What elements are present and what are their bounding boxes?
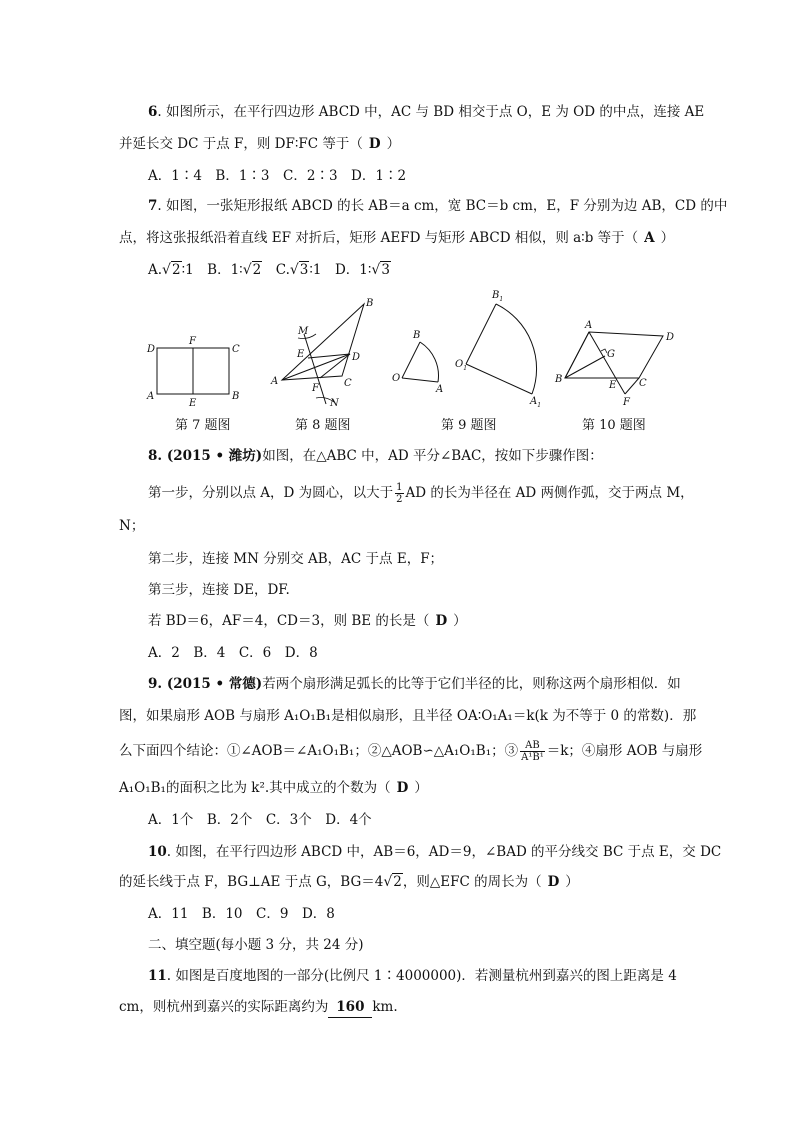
q10-line1 — [148, 842, 721, 862]
q10-stem-2-mid: ，则△EFC 的周长为（ — [402, 874, 542, 890]
fig9-o1-letter: O — [455, 359, 464, 370]
q8-options: A．2 B．4 C．6 D．8 — [148, 645, 318, 661]
q10-stem-1: . 如图，在平行四边形 ABCD 中，AB＝6，AD＝9，∠BAD 的平分线交 BC 于点 E，交 DC — [166, 844, 722, 860]
q10-radicand: 2 — [393, 874, 402, 890]
sqrt-sign: √2 — [162, 262, 181, 278]
fig7-label-a: A — [147, 391, 155, 402]
q8-fraction-den: 2 — [396, 494, 403, 505]
fig10-label-e: E — [609, 380, 617, 391]
q8-fraction — [395, 482, 403, 505]
q9-line1: 9. (2015 • 常德)若两个扇形满足弧长的比等于它们半径的比，则称这两个扇形相似．如 — [148, 676, 681, 692]
q7-opt-c: C. — [262, 262, 290, 278]
q7-opt-a-radicand: 2 — [171, 262, 181, 278]
fig10-label-b: B — [555, 374, 563, 385]
q7-answer: A — [644, 230, 655, 246]
q6-options: A．1∶4 B．1∶3 C．2∶3 D．1∶2 — [148, 168, 407, 184]
q8-source: (2015 • 潍坊) — [166, 448, 263, 464]
fig9-label-b: B — [413, 330, 421, 341]
q8-fraction-num: 1 — [396, 482, 403, 493]
q8-step3: 第三步，连接 DE，DF. — [148, 582, 290, 598]
fig9-label-a: A — [436, 384, 444, 395]
q6-line2 — [119, 134, 400, 154]
figure-10-caption: 第 10 题图 — [582, 418, 646, 433]
q8-stem-1: 如图，在△ABC 中，AD 平分∠BAC，按如下步骤作图： — [262, 448, 603, 464]
fig8-label-d: D — [352, 352, 361, 363]
fig8-label-f: F — [312, 383, 319, 394]
fig8-label-b: B — [366, 298, 374, 309]
q9-stem-1: 若两个扇形满足弧长的比等于它们半径的比，则称这两个扇形相似．如 — [262, 676, 681, 692]
q8-step1-cont: N； — [119, 518, 145, 534]
sqrt-sign: √2 — [383, 874, 402, 890]
q9-stem-3: 么下面四个结论：①∠AOB＝∠A₁O₁B₁；②△AOB∽△A₁O₁B₁；③ — [119, 743, 519, 759]
fig9-a1-sub: 1 — [537, 402, 542, 409]
fig7-label-c: C — [232, 344, 240, 355]
q9-line3 — [119, 740, 702, 763]
q7-stem-2: 点，将这张报纸沿着直线 EF 对折后，矩形 AEFD 与矩形 ABCD 相似，则 a∶b 等于（ — [119, 230, 639, 246]
q8-step1-post: AD 的长为半径在 AD 两侧作弧，交于两点 M， — [405, 485, 694, 501]
q9-line4 — [119, 778, 428, 798]
q6-stem-2: 并延长交 DC 于点 F，则 DF∶FC 等于（ — [119, 136, 363, 152]
q8-condition-end: ） — [453, 613, 467, 629]
fig10-label-d: D — [666, 332, 675, 343]
q7-line2 — [119, 228, 674, 248]
figure-8-drawing — [268, 298, 378, 408]
fig8-label-n: N — [330, 398, 339, 409]
q8-step1 — [148, 482, 694, 505]
fig9-b1-sub: 1 — [499, 296, 504, 303]
q6-answer: D — [368, 136, 381, 152]
fig8-label-m: M — [298, 326, 309, 337]
sqrt-sign: √3 — [371, 262, 390, 278]
q6-line1 — [148, 102, 704, 122]
q11-number: 11 — [148, 968, 167, 984]
q6-number: 6 — [148, 104, 158, 120]
q9-line2: 图，如果扇形 AOB 与扇形 A₁O₁B₁是相似扇形，且半径 OA∶O₁A₁＝k(k 为不等于 0 的常数)．那 — [119, 708, 697, 724]
q9-fraction-den: A¹B¹ — [521, 752, 544, 763]
figure-10-drawing — [553, 298, 683, 410]
sqrt-sign: √2 — [242, 262, 262, 278]
fig7-label-f: F — [189, 336, 196, 347]
q11-line1 — [148, 966, 677, 986]
figure-7-drawing — [145, 298, 245, 408]
fig10-label-g: G — [607, 349, 615, 360]
fig10-label-c: C — [639, 378, 647, 389]
q8-answer: D — [435, 613, 448, 629]
figure-8 — [268, 298, 378, 408]
figure-8-caption: 第 8 题图 — [295, 418, 351, 433]
q8-step1-pre: 第一步，分别以点 A，D 为圆心，以大于 — [148, 485, 394, 501]
q7-opt-d-radicand: 3 — [381, 262, 390, 278]
q7-stem-1: . 如图，一张矩形报纸 ABCD 的长 AB＝a cm，宽 BC＝b cm，E，F 分别为边 AB，CD 的中 — [157, 198, 728, 214]
fig8-label-e: E — [297, 349, 305, 360]
q11-stem-2-end: km. — [372, 999, 398, 1015]
q10-line2 — [119, 872, 579, 892]
q11-stem-2: cm，则杭州到嘉兴的实际距离约为 — [119, 999, 329, 1015]
fig9-label-o1 — [455, 359, 467, 372]
q11-line2 — [119, 997, 398, 1018]
q11-stem-1: . 如图是百度地图的一部分(比例尺 1∶4000000)．若测量杭州到嘉兴的图上距离是 4 — [166, 968, 677, 984]
q9-answer: D — [396, 780, 409, 796]
fig9-o1-sub: 1 — [463, 365, 468, 372]
sqrt-sign: √3 — [289, 262, 309, 278]
q10-number: 10 — [148, 844, 167, 860]
fig9-label-a1 — [529, 396, 541, 409]
fig7-label-e: E — [189, 398, 197, 409]
fig10-label-f: F — [623, 397, 630, 408]
q9-fraction-num: AB — [520, 740, 545, 752]
q10-stem-2-end: ） — [565, 874, 579, 890]
q7-opt-c-radicand: 3 — [299, 262, 309, 278]
fig8-label-a: A — [271, 376, 279, 387]
q10-stem-2: 的延长线于点 F，BG⊥AE 于点 G，BG＝4 — [119, 874, 384, 890]
q7-opt-a: A. — [148, 262, 163, 278]
q8-number: 8 — [148, 448, 158, 464]
figure-9-caption: 第 9 题图 — [441, 418, 497, 433]
q9-stem-4-end: ） — [414, 780, 428, 796]
fig7-label-b: B — [232, 391, 240, 402]
q9-fraction — [520, 740, 545, 763]
q9-options: A．1个 B．2个 C．3个 D．4个 — [148, 812, 372, 828]
figure-9-drawing — [388, 290, 558, 410]
fig10-label-a: A — [585, 320, 593, 331]
q8-condition-text: 若 BD＝6，AF＝4，CD＝3，则 BE 的长是（ — [148, 613, 430, 629]
figure-9 — [388, 290, 558, 410]
q9-number: 9 — [148, 676, 158, 692]
fig9-a1-letter: A — [530, 396, 538, 407]
q9-stem-4: A₁O₁B₁的面积之比为 k².其中成立的个数为（ — [119, 780, 391, 796]
q10-options: A．11 B．10 C．9 D．8 — [148, 906, 335, 922]
q10-answer: D — [547, 874, 560, 890]
section-2-title: 二、填空题(每小题 3 分，共 24 分) — [148, 937, 364, 953]
fig7-label-d: D — [147, 344, 156, 355]
q7-opt-b: ∶1 B．1∶ — [181, 262, 243, 278]
q8-step2: 第二步，连接 MN 分别交 AB，AC 于点 E，F； — [148, 551, 444, 567]
q7-stem-2-end: ） — [660, 230, 675, 246]
q9-stem-3-post: ＝k；④扇形 AOB 与扇形 — [546, 743, 703, 759]
figure-7 — [145, 298, 245, 408]
q6-stem-1: . 如图所示，在平行四边形 ABCD 中，AC 与 BD 相交于点 O，E 为 OD 的中点，连接 AE — [157, 104, 705, 120]
figure-10 — [553, 298, 683, 410]
q8-condition — [148, 611, 467, 631]
figure-7-caption: 第 7 题图 — [175, 418, 231, 433]
q7-line1 — [148, 196, 727, 216]
q7-opt-b-radicand: 2 — [252, 262, 262, 278]
q6-stem-2-end: ） — [386, 136, 401, 152]
q7-opt-d: ∶1 D．1∶ — [309, 262, 372, 278]
q7-number: 7 — [148, 198, 158, 214]
q11-answer-blank: 160 — [328, 997, 372, 1018]
q8-line1: 8. (2015 • 潍坊)如图，在△ABC 中，AD 平分∠BAC，按如下步骤作图： — [148, 448, 603, 464]
fig8-label-c: C — [344, 378, 352, 389]
q9-source: (2015 • 常德) — [166, 676, 263, 692]
q7-options — [148, 260, 391, 280]
fig9-b1-letter: B — [492, 290, 500, 301]
fig9-label-o: O — [392, 373, 401, 384]
fig9-label-b1 — [491, 290, 503, 303]
